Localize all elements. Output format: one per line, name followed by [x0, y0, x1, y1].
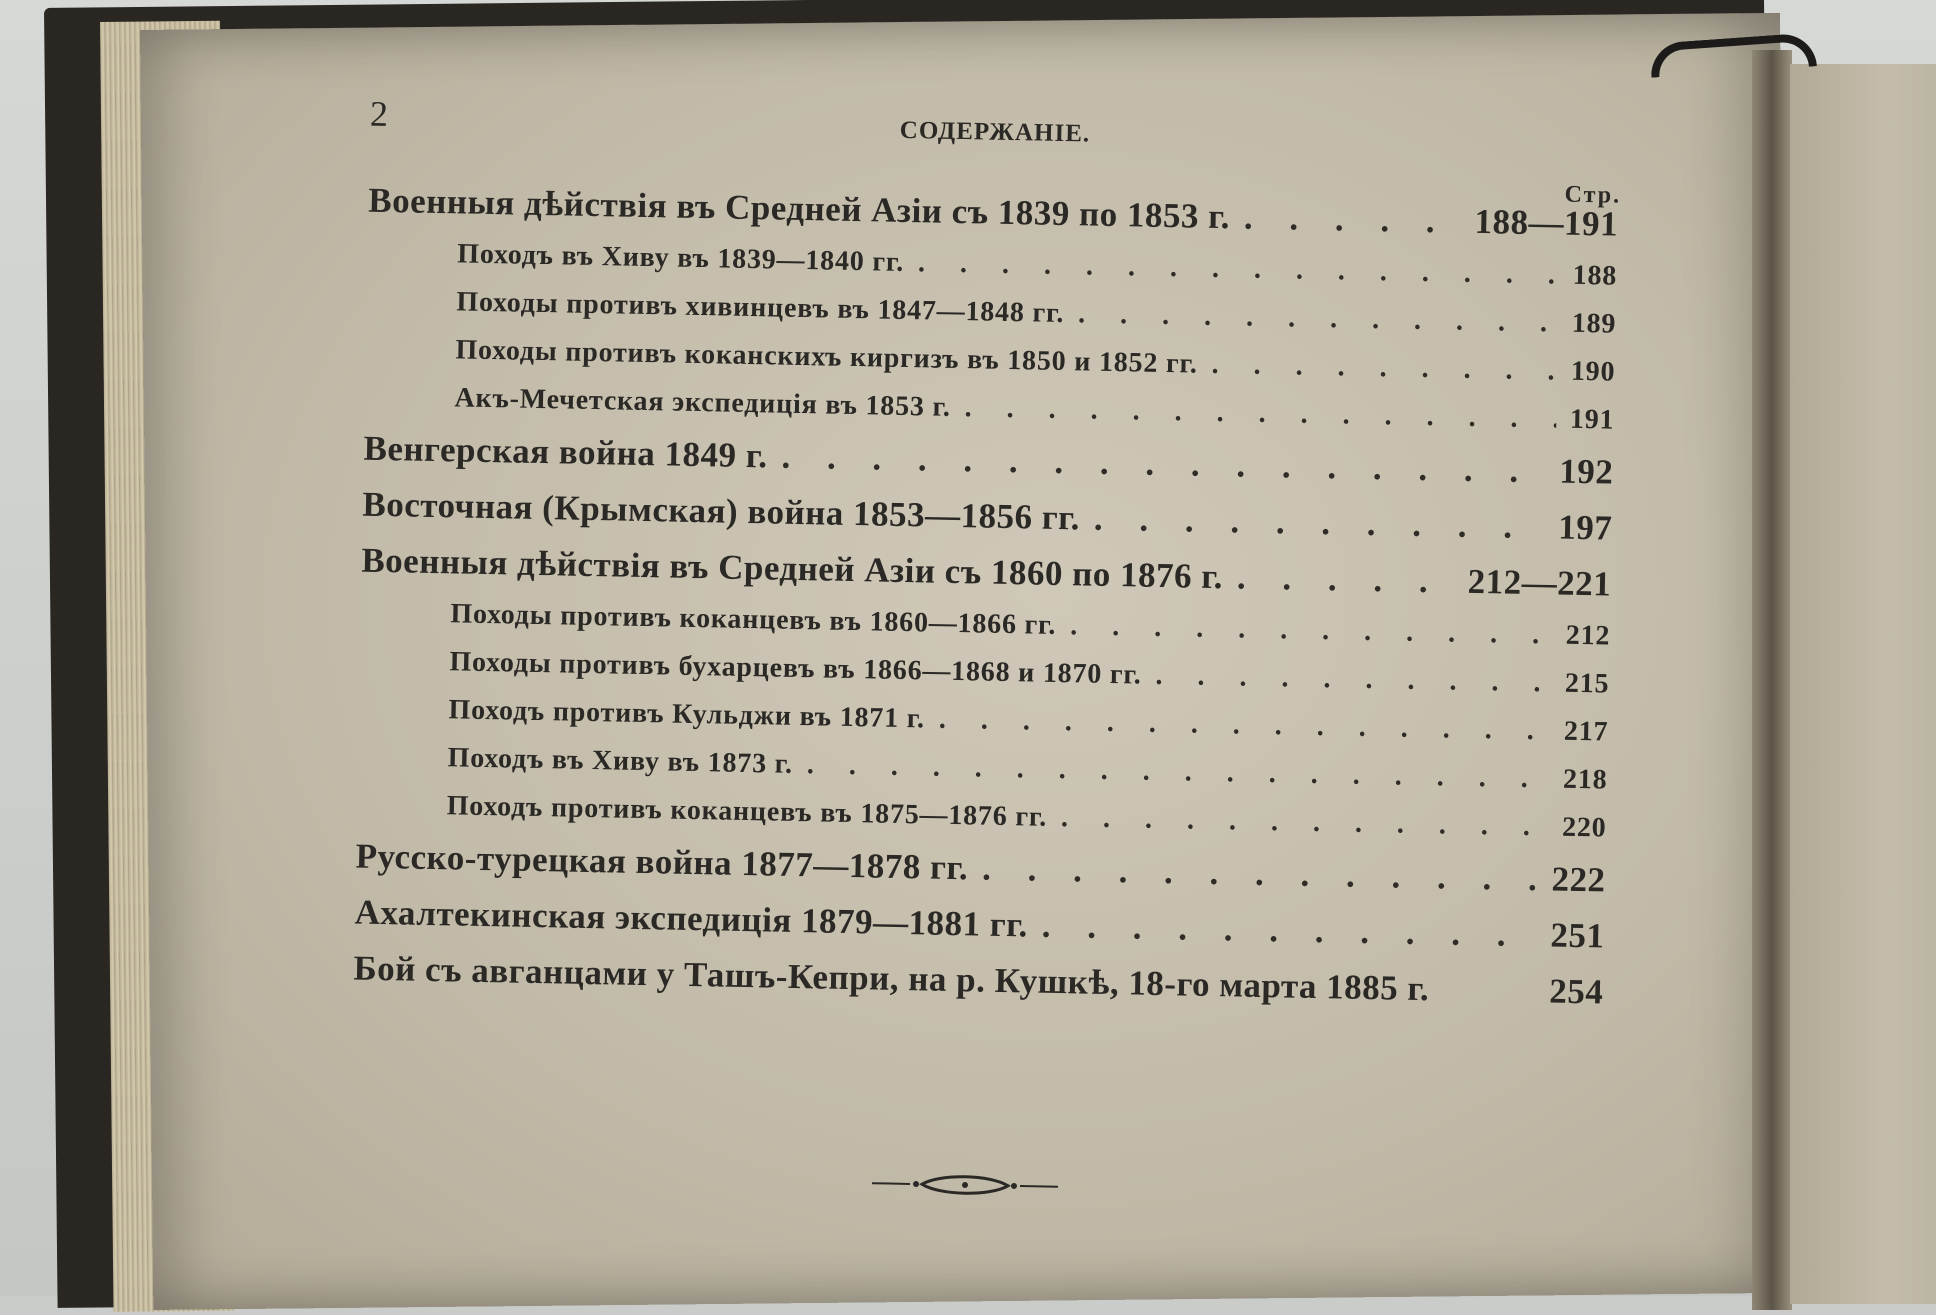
- toc-entry-title: Русско-турецкая война 1877—1878 гг.: [355, 836, 969, 888]
- toc-page-ref: 222: [1551, 859, 1606, 900]
- toc-page-ref: 218: [1562, 763, 1608, 796]
- toc-page-ref: 197: [1557, 507, 1613, 548]
- toc-page-ref: 251: [1550, 915, 1605, 956]
- toc-entry-title: Военныя дѣйствія въ Средней Азіи съ 1860 по 1876 г.: [361, 540, 1224, 597]
- toc-entry-title: Походъ противъ Кульджи въ 1871 г.: [448, 694, 926, 735]
- ornament-divider-icon: [870, 1170, 1060, 1200]
- toc-page-ref: 189: [1571, 307, 1617, 340]
- toc-page-ref: 215: [1564, 667, 1610, 700]
- page-column-label: Стр.: [1564, 181, 1622, 209]
- dot-leader: [1244, 197, 1461, 241]
- toc-page-ref: 220: [1561, 811, 1607, 844]
- toc-page-ref: 191: [1569, 403, 1615, 436]
- toc-entry-title: Венгерская война 1849 г.: [363, 428, 768, 476]
- toc-page-ref: 212—221: [1467, 561, 1612, 604]
- toc-entry-title: Военныя дѣйствія въ Средней Азіи съ 1839 по 1853 г.: [367, 180, 1231, 237]
- page-title: СОДЕРЖАНІЕ.: [899, 116, 1091, 148]
- toc-entry-title: Походы противъ хивинцевъ въ 1847—1848 гг.: [456, 286, 1065, 330]
- toc-page-ref: 217: [1563, 715, 1609, 748]
- dot-leader: [1041, 906, 1536, 955]
- toc-entry-title: Ахалтекинская экспедиція 1879—1881 гг.: [354, 892, 1029, 945]
- toc-entry-title: Походъ въ Хиву въ 1873 г.: [447, 742, 794, 780]
- dot-leader: [1155, 660, 1551, 700]
- toc-entry-title: Походы противъ коканцевъ въ 1860—1866 гг.: [450, 598, 1057, 641]
- toc-page-ref: 190: [1570, 355, 1616, 388]
- page-number: 2: [369, 93, 389, 135]
- toc-page-ref: 188—191: [1474, 201, 1619, 244]
- toc-entry-title: Походъ въ Хиву въ 1839—1840 гг.: [457, 238, 905, 278]
- toc-page-ref: 192: [1558, 451, 1614, 492]
- toc-entry-title: Акъ-Мечетская экспедиція въ 1853 г.: [454, 382, 951, 423]
- table-of-contents: [0, 174, 1934, 1035]
- toc-entry-title: Восточная (Крымская) война 1853—1856 гг.: [362, 484, 1081, 538]
- dot-leader: [1211, 349, 1557, 388]
- dot-leader: [1237, 557, 1454, 601]
- toc-entry-title: Походы противъ коканскихъ киргизъ въ 1850 и 1852 гг.: [455, 334, 1198, 380]
- toc-page-ref: 212: [1565, 619, 1611, 652]
- toc-page-ref: 254: [1549, 971, 1604, 1012]
- toc-entry-title: Бой съ авганцами у Ташъ-Кепри, на р. Кушкѣ, 18-го марта 1885 г.: [353, 948, 1430, 1009]
- toc-entry-title: Походъ противъ коканцевъ въ 1875—1876 гг.: [446, 790, 1048, 833]
- toc-entry-title: Походы противъ бухарцевъ въ 1866—1868 и 1870 гг.: [449, 646, 1142, 691]
- toc-page-ref: 188: [1572, 259, 1618, 292]
- dot-leader: [1094, 499, 1545, 548]
